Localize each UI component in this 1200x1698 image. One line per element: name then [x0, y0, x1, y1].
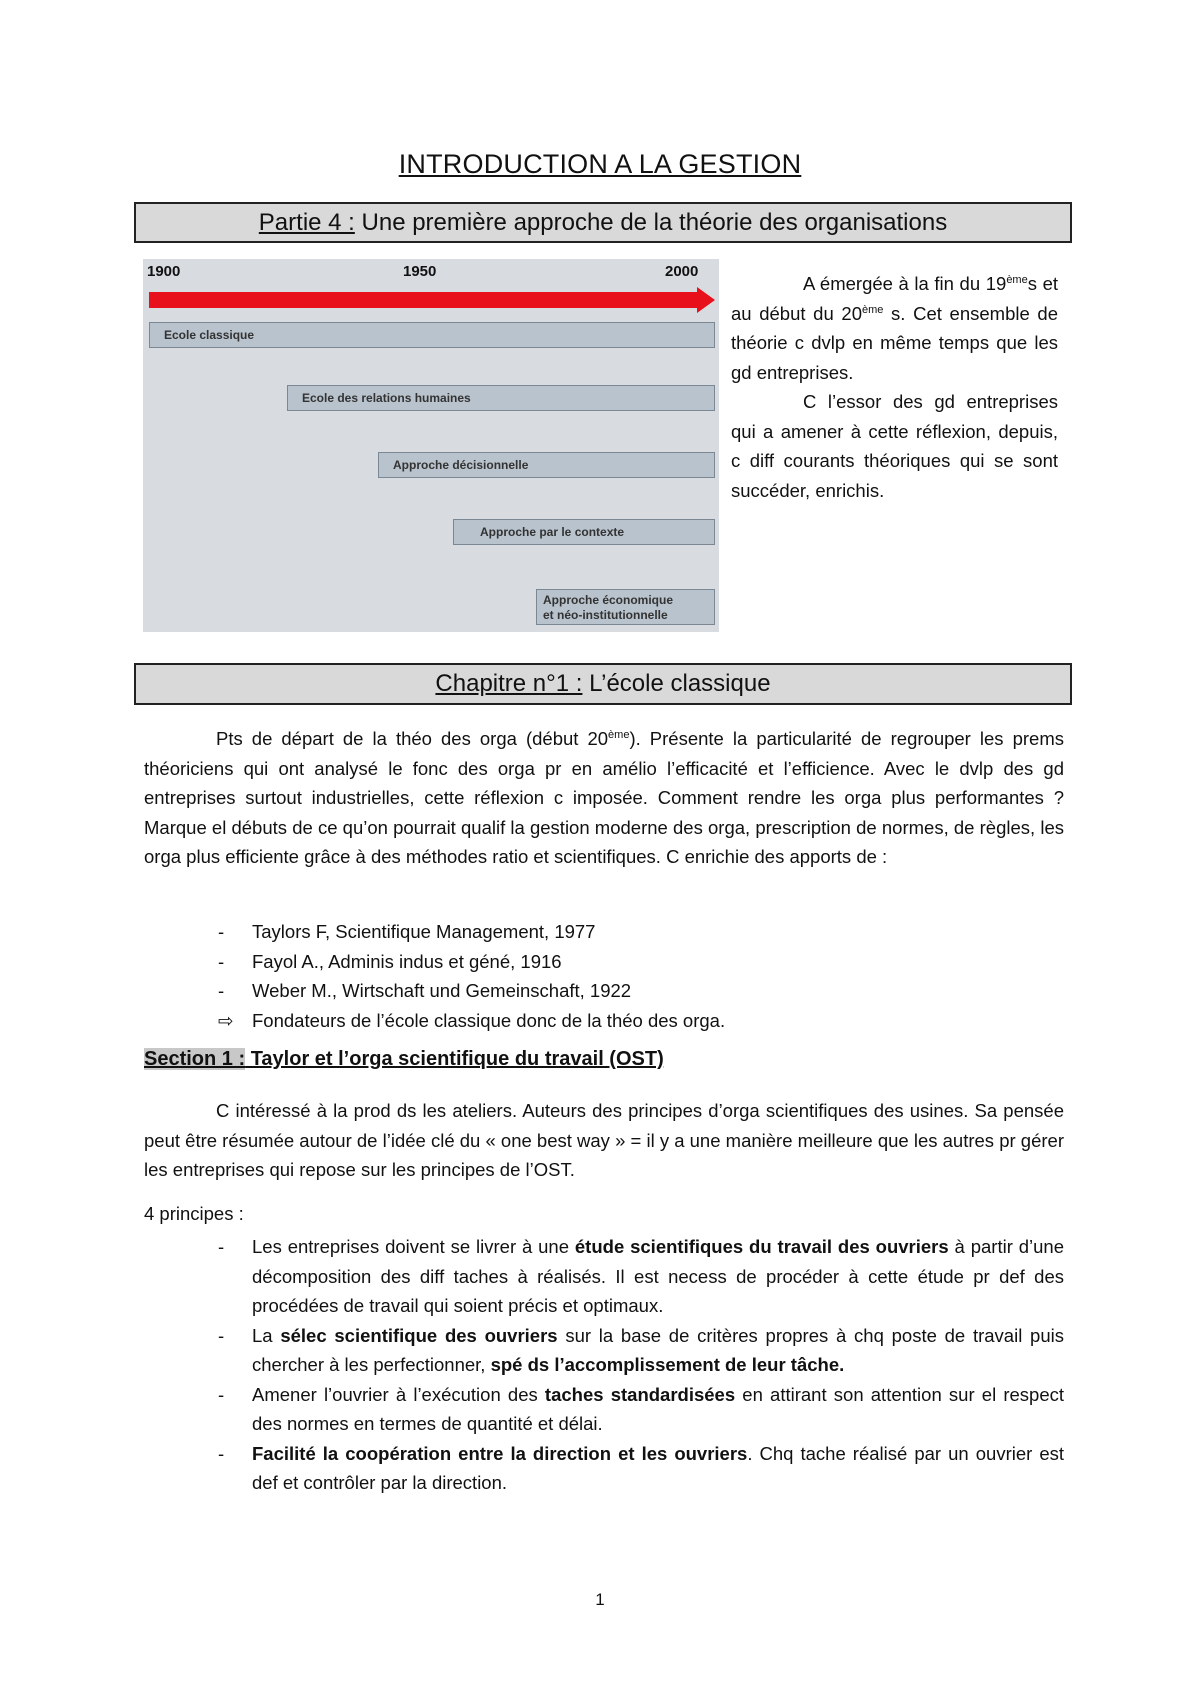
paragraph-part: ). Présente la particularité de regrouper les prems théoriciens qui ont analysé le fonc des orga pr en amélio l’efficacité et l’efficience. Avec le dvlp des gd entreprises surtout industrielles, cette réflexion c imposée. Comment rendre les orga plus performantes ? Marque el débuts de ce qu’on pourrait qualif la gestion moderne des orga, prescription de normes, de règles, les orga plus efficiente grâce à des méthodes ratio et scientifiques. C enrichie des apports de :: [144, 728, 1064, 867]
list-item-bold: taches standardisées: [544, 1383, 736, 1405]
timeline-bar: [378, 452, 715, 478]
part-text: Une première approche de la théorie des organisations: [354, 209, 948, 236]
timeline-bar: [453, 519, 715, 545]
timeline-bar: [287, 385, 715, 411]
bullet-marker: -: [218, 1442, 225, 1464]
list-item-text: sur la base de critères propres à chq poste de travail puis chercher à les perfectionner,: [252, 1324, 1064, 1375]
timeline-bar-label: Ecole classique: [164, 328, 255, 342]
intro-text-part: s et au début du 20: [731, 273, 1058, 324]
list-item: [144, 1439, 1064, 1498]
list-item-text: . Chq tache réalisé par un ouvrier est def et contrôler par la direction.: [252, 1442, 1065, 1493]
intro-text-part: A émergée à la fin du 19: [803, 273, 1007, 294]
bullet-marker: -: [218, 1383, 225, 1405]
superscript: ème: [862, 303, 884, 316]
timeline-bar-label: Approche économique: [543, 593, 674, 607]
section-label: Section 1 :: [144, 1048, 246, 1070]
principles-list: [144, 1232, 1064, 1498]
intro-text-part: s. Cet ensemble de théorie c dvlp en même temps que les gd entreprises.: [731, 302, 1058, 383]
list-item-bold: spé ds l’accomplissement de leur tâche.: [490, 1354, 845, 1375]
chapter-text: L’école classique: [582, 670, 771, 697]
arrow-icon: ⇨: [218, 1009, 234, 1031]
part-heading: [134, 202, 1072, 243]
list-item: [144, 917, 1064, 947]
part-label: Partie 4 :: [258, 209, 355, 236]
timeline-figure: [143, 259, 719, 632]
list-item: [144, 1006, 1064, 1036]
list-item: [144, 1321, 1064, 1380]
list-item-text: Weber M., Wirtschaft und Gemeinschaft, 1922: [252, 980, 632, 1001]
list-item-text: Les entreprises doivent se livrer à une: [252, 1236, 575, 1257]
list-item-text: La: [252, 1324, 281, 1346]
chapter-label: Chapitre n°1 :: [435, 670, 583, 697]
list-item: [144, 976, 1064, 1006]
superscript: ème: [1006, 273, 1028, 286]
list-item-text: Fayol A., Adminis indus et géné, 1916: [252, 950, 562, 972]
superscript: ème: [608, 728, 630, 741]
intro-text: [731, 269, 1058, 505]
chapter-paragraph: [144, 724, 1064, 872]
year-label: 1950: [403, 263, 437, 280]
year-label: 1900: [147, 263, 181, 280]
bullet-marker: -: [218, 1324, 225, 1346]
bullet-marker: -: [218, 980, 225, 1001]
timeline-bar: [149, 322, 715, 348]
intro-paragraph: [731, 269, 1058, 387]
list-item-text: Amener l’ouvrier à l’exécution des: [252, 1383, 545, 1405]
timeline-bar: [536, 589, 715, 625]
section-paragraph: [144, 1096, 1064, 1185]
bullet-marker: -: [218, 921, 225, 942]
list-item-bold: Facilité la coopération entre la direction et les ouvriers: [252, 1442, 748, 1464]
list-item: [144, 1380, 1064, 1439]
list-item: [144, 1232, 1064, 1321]
year-label: 2000: [665, 263, 699, 280]
paragraph-part: Pts de départ de la théo des orga (début 20: [216, 728, 609, 749]
timeline-bar-label: Ecole des relations humaines: [302, 391, 471, 405]
timeline-arrow: [149, 287, 715, 313]
list-item-text: à partir d’une décomposition des diff taches à réalisés. Il est necess de procéder à cette étude pr def des procédées de travail qui soient précis et optimaux.: [252, 1236, 1064, 1316]
section-heading: [144, 1048, 664, 1071]
principles-label: 4 principes :: [144, 1203, 244, 1224]
bullet-marker: -: [218, 950, 225, 972]
paragraph-text: C intéressé à la prod ds les ateliers. Auteurs des principes d’orga scientifiques des usines. Sa pensée peut être résumée autour de l’idée clé du « one best way » = il y a une manière meilleure que les autres pr gérer les entreprises qui repose sur les principes de l’OST.: [144, 1100, 1064, 1180]
page-title: INTRODUCTION A LA GESTION: [398, 149, 802, 179]
list-item-bold: étude scientifiques du travail des ouvriers: [574, 1236, 949, 1257]
list-item: [144, 947, 1064, 977]
bullet-marker: -: [218, 1236, 225, 1257]
page-number: 1: [595, 1590, 605, 1609]
section-text: Taylor et l’orga scientifique du travail (OST): [245, 1048, 664, 1070]
intro-paragraph: C l’essor des gd entreprises qui a amener à cette réflexion, depuis, c diff courants théoriques qui se sont succéder, enrichis.: [731, 391, 1058, 501]
timeline-bar-label: Approche décisionnelle: [393, 458, 529, 472]
authors-list: [144, 917, 1064, 1035]
list-item-text: Taylors F, Scientifique Management, 1977: [252, 921, 596, 942]
timeline-bar-label: et néo-institutionnelle: [543, 608, 668, 622]
list-item-text: en attirant son attention sur el respect des normes en termes de quantité et délai.: [252, 1383, 1065, 1434]
list-item-bold: sélec scientifique des ouvriers: [280, 1324, 558, 1346]
timeline-bar-label: Approche par le contexte: [480, 525, 625, 539]
chapter-heading: [134, 663, 1072, 705]
list-item-text: Fondateurs de l’école classique donc de la théo des orga.: [252, 1009, 726, 1031]
